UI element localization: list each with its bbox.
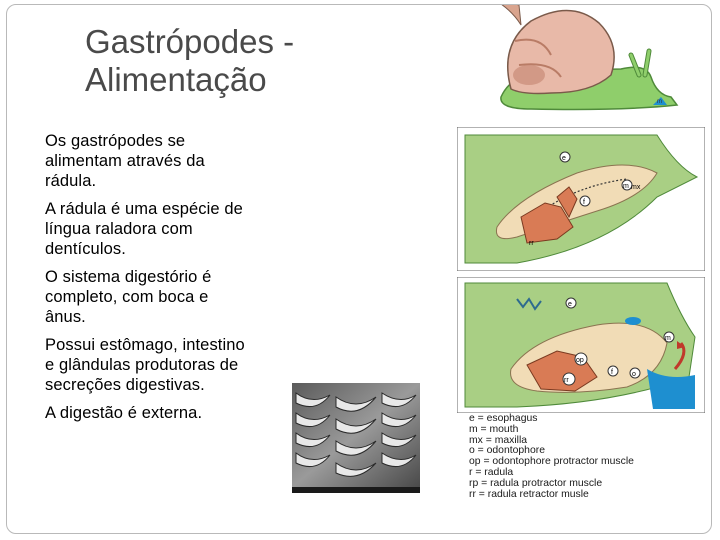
bullet-list xyxy=(45,131,245,431)
diagram-label: m xyxy=(665,335,671,342)
diagram-label: f xyxy=(583,199,585,206)
legend-item: m = mouth xyxy=(469,423,519,435)
title-line-1: Gastrópodes - xyxy=(85,23,295,60)
diagram-label: e xyxy=(568,301,572,308)
bullet-item: A rádula é uma espécie de língua raladora com dentículos. xyxy=(45,200,243,258)
legend-item: rr = radula retractor musle xyxy=(469,488,589,500)
diagram-label: mx xyxy=(631,184,641,191)
radula-micrograph xyxy=(292,383,420,499)
diagram-label: op xyxy=(576,357,584,364)
legend-item: rp = radula protractor muscle xyxy=(469,477,603,489)
bullet-item: Possui estômago, intestino e glândulas produtoras de secreções digestivas. xyxy=(45,336,245,394)
legend-item: mx = maxilla xyxy=(469,434,528,446)
snail-illustration xyxy=(471,5,689,113)
slide-title xyxy=(85,23,385,99)
slide xyxy=(6,4,712,534)
bullet-item: A digestão é externa. xyxy=(45,404,203,422)
snail-mouth-label: m xyxy=(657,99,662,105)
legend-item: op = odontophore protractor muscle xyxy=(469,456,634,468)
bullet-item: Os gastrópodes se alimentam através da rádula. xyxy=(45,132,205,190)
diagram-label: m xyxy=(623,183,629,190)
legend-item: r = radula xyxy=(469,466,514,478)
diagram-label: f xyxy=(611,369,613,376)
radula-diagram-bottom xyxy=(457,277,705,413)
bullet-item: O sistema digestório é completo, com boca e ânus. xyxy=(45,268,212,326)
diagram-label: rr xyxy=(529,240,534,247)
diagram-label: e xyxy=(562,155,566,162)
radula-diagram-top xyxy=(457,127,705,271)
diagram-legend xyxy=(469,414,709,500)
diagram-label: o xyxy=(632,371,636,378)
diagram-label: rr xyxy=(564,377,569,384)
legend-item: e = esophagus xyxy=(469,413,538,424)
title-line-2: Alimentação xyxy=(85,61,267,98)
legend-item: o = odontophore xyxy=(469,445,545,457)
